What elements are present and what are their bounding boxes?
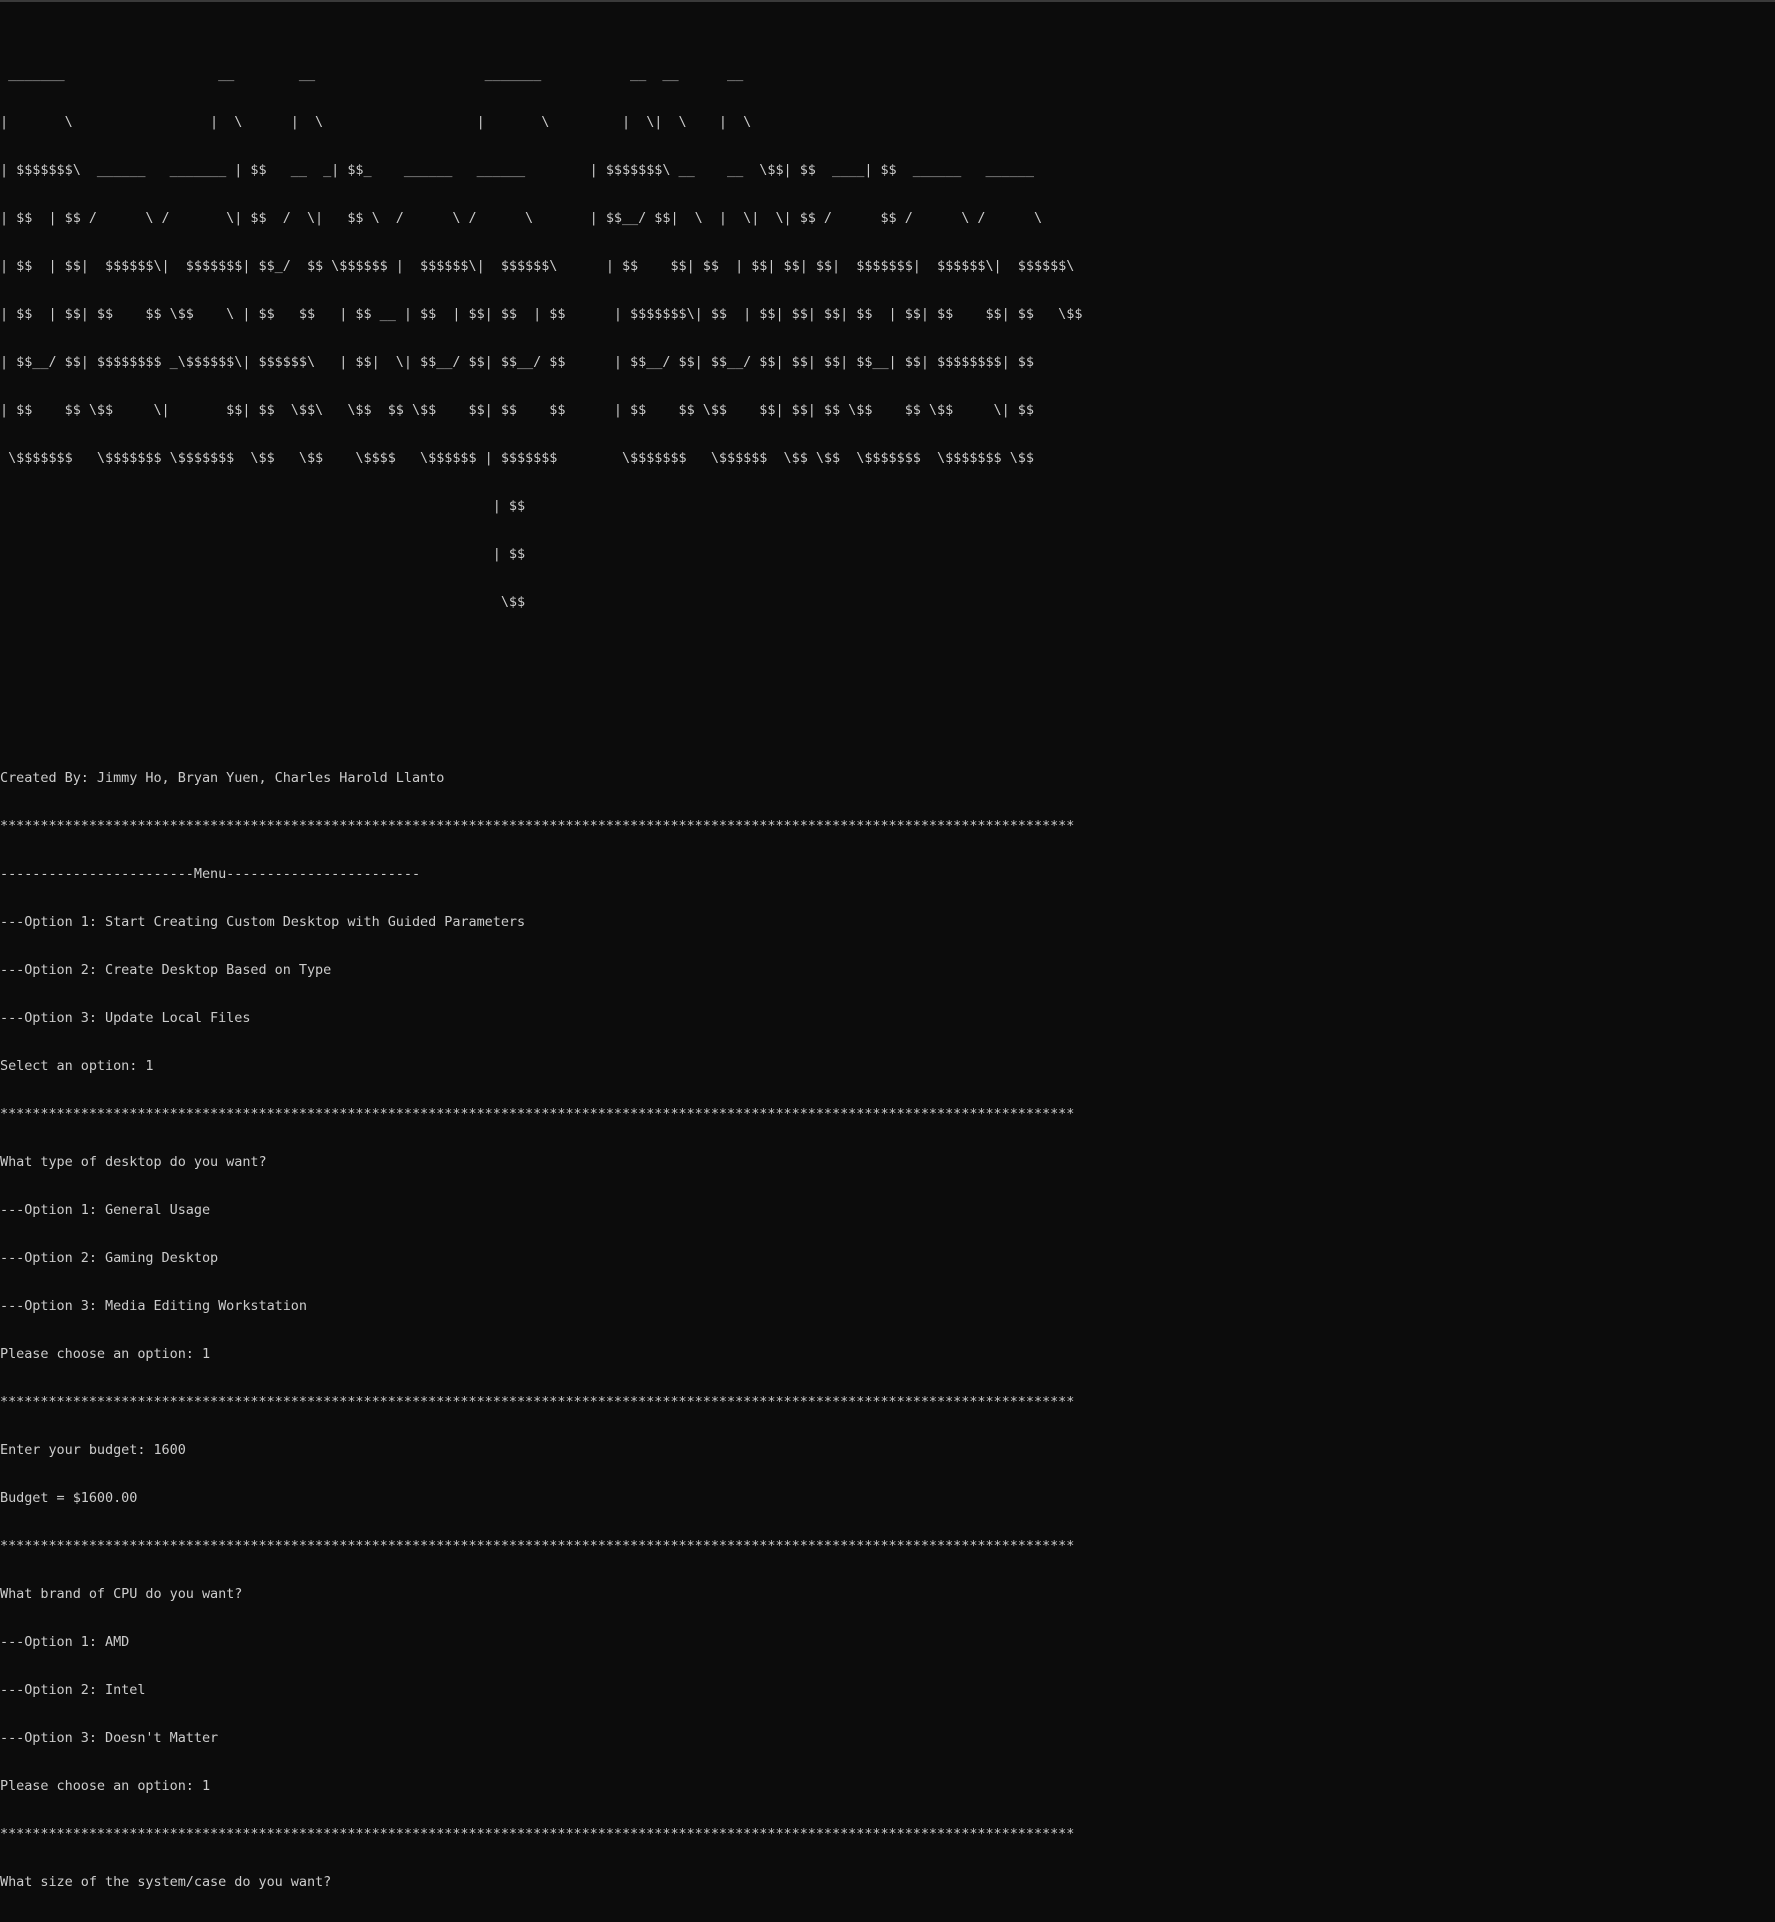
cpu-brand-question: What brand of CPU do you want? [0,1586,243,1602]
desktop-type-question: What type of desktop do you want? [0,1154,267,1170]
main-menu-prompt: Select an option: 1 [0,1058,154,1074]
banner-line: _______ __ __ _______ __ __ __ [0,66,744,82]
banner-line: | $$__/ $$| $$$$$$$$ _\$$$$$$\| $$$$$$\ | $$| \| $$__/ $$| $$__/ $$ | $$__/ $$| $$__/ $$| $$| $$| $$__| $$| $$$$$$$$| $$ [0,354,1034,370]
separator-line: ************************************************************************************************************************************* [0,1538,1075,1554]
banner-line: | $$ | $$| $$$$$$\| $$$$$$$| $$_/ $$ \$$$$$$ | $$$$$$\| $$$$$$\ | $$ $$| $$ | $$| $$| $$| $$$$$$$| $$$$$$\| $$$$$$\ [0,258,1075,274]
terminal-output [0,2,1082,1922]
banner-line: | \ | \ | \ | \ | \| \ | \ [0,114,752,130]
cpu-brand-option-3: ---Option 3: Doesn't Matter [0,1730,219,1746]
desktop-type-option-3: ---Option 3: Media Editing Workstation [0,1298,307,1314]
blank-line [0,674,1082,690]
banner-line: | $$ [0,498,526,514]
cutoff-question-line: What size of the system/case do you want? [0,1874,332,1890]
banner-line: \$$ [0,594,526,610]
main-menu-option-1: ---Option 1: Start Creating Custom Desktop with Guided Parameters [0,914,526,930]
cpu-brand-option-2: ---Option 2: Intel [0,1682,146,1698]
banner-line: | $$$$$$$\ ______ _______ | $$ __ _| $$_ ______ ______ | $$$$$$$\ __ __ \$$| $$ ____| $$ ______ ______ [0,162,1034,178]
desktop-type-option-2: ---Option 2: Gaming Desktop [0,1250,219,1266]
banner-line: | $$ | $$ / \ / \| $$ / \| $$ \ / \ / \ | $$__/ $$| \ | \| \| $$ / $$ / \ / \ [0,210,1043,226]
banner-line: | $$ $$ \$$ \| $$| $$ \$$\ \$$ $$ \$$ $$| $$ $$ | $$ $$ \$$ $$| $$| $$ \$$ $$ \$$ \| $$ [0,402,1034,418]
main-menu-option-2: ---Option 2: Create Desktop Based on Type [0,962,332,978]
separator-line: ************************************************************************************************************************************* [0,1106,1075,1122]
desktop-type-prompt: Please choose an option: 1 [0,1346,211,1362]
credits-line: Created By: Jimmy Ho, Bryan Yuen, Charles Harold Llanto [0,770,445,786]
separator-line: ************************************************************************************************************************************* [0,1394,1075,1410]
blank-line [0,722,1082,738]
banner-line: \$$$$$$$ \$$$$$$$ \$$$$$$$ \$$ \$$ \$$$$ \$$$$$$ | $$$$$$$ \$$$$$$$ \$$$$$$ \$$ \$$ \$$$$$$$ \$$$$$$$ \$$ [0,450,1034,466]
budget-result: Budget = $1600.00 [0,1490,138,1506]
menu-header: ------------------------Menu------------------------ [0,866,421,882]
budget-prompt: Enter your budget: 1600 [0,1442,186,1458]
cpu-brand-prompt: Please choose an option: 1 [0,1778,211,1794]
ascii-banner [0,34,1082,642]
separator-line: ************************************************************************************************************************************* [0,1826,1075,1842]
desktop-type-option-1: ---Option 1: General Usage [0,1202,211,1218]
banner-line: | $$ | $$| $$ $$ \$$ \ | $$ $$ | $$ __ | $$ | $$| $$ | $$ | $$$$$$$\| $$ | $$| $$| $$| $$ | $$| $$ $$| $$ \$$ [0,306,1083,322]
separator-line: ************************************************************************************************************************************* [0,818,1075,834]
main-menu-option-3: ---Option 3: Update Local Files [0,1010,251,1026]
banner-line: | $$ [0,546,526,562]
cpu-brand-option-1: ---Option 1: AMD [0,1634,130,1650]
